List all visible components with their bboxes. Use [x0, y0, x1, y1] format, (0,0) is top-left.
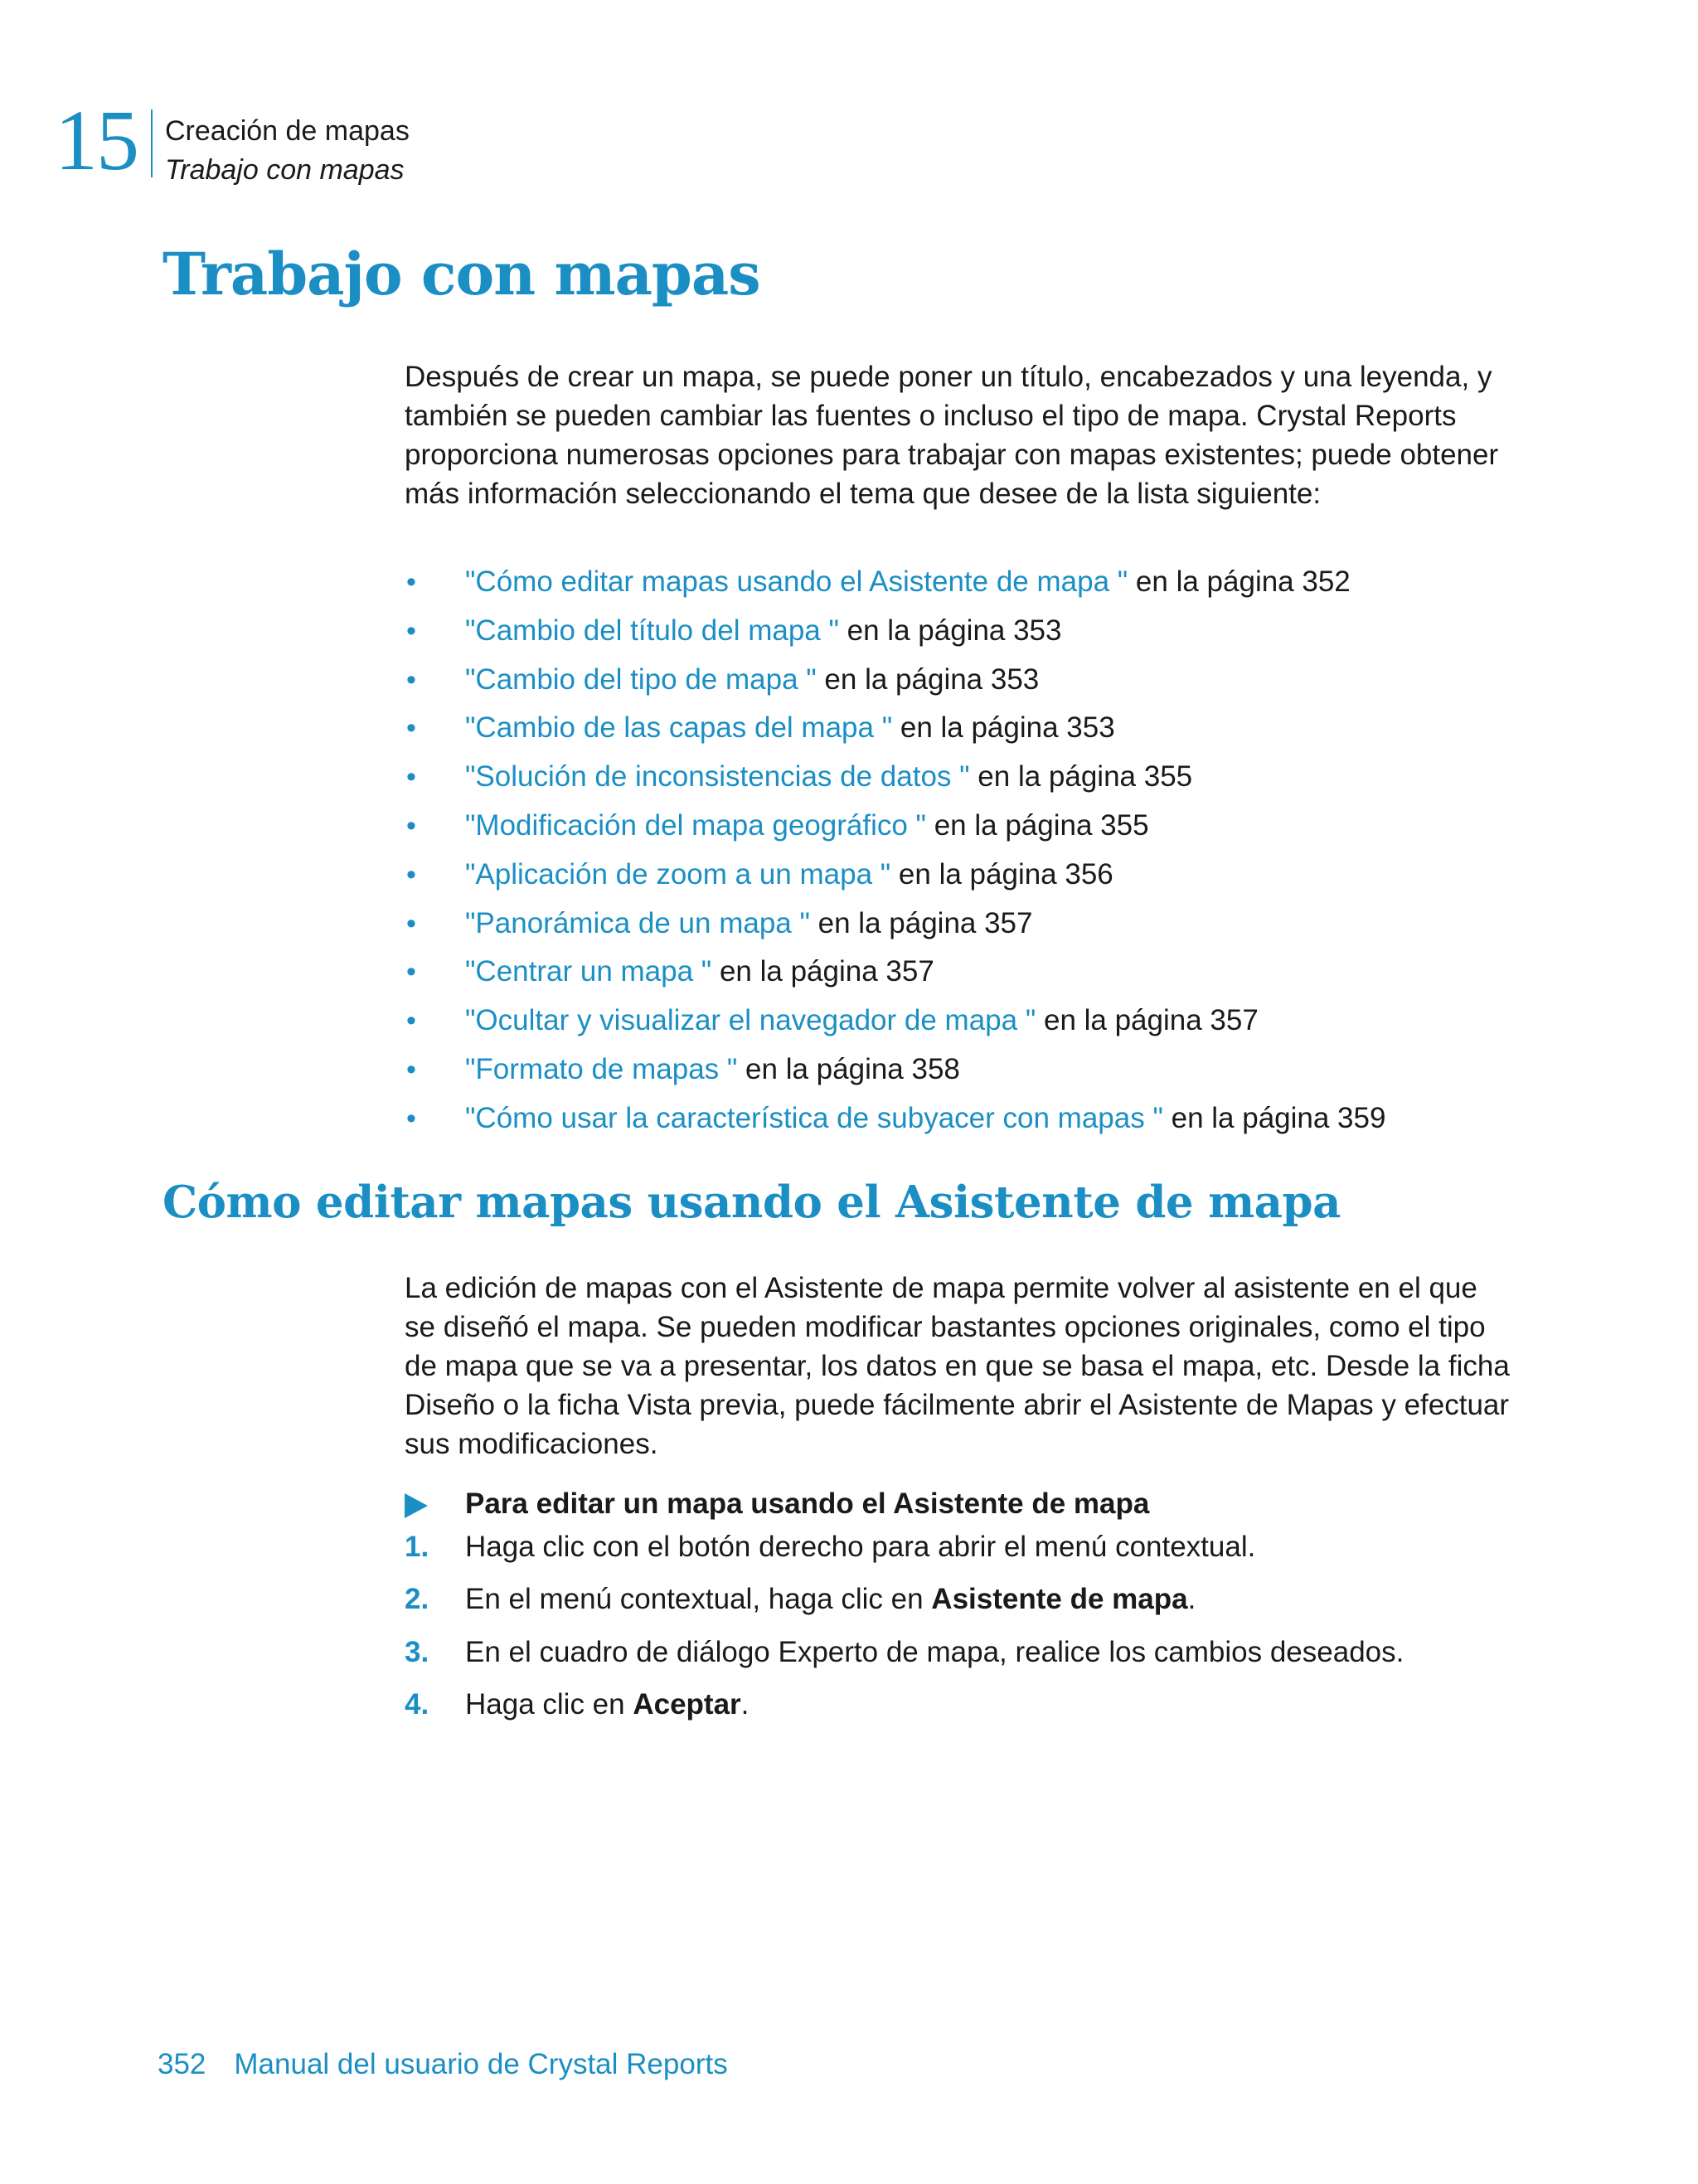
step-text-end: . — [740, 1687, 750, 1721]
step-number: 4. — [405, 1687, 429, 1721]
topic-link[interactable]: "Cambio del tipo de mapa " — [465, 662, 817, 696]
running-section-title: Trabajo con mapas — [165, 154, 405, 186]
procedure-heading — [405, 1484, 1149, 1524]
step-text: Haga clic con el botón derecho para abrir el menú contextual. — [465, 1531, 1256, 1563]
list-item — [405, 948, 1565, 997]
page-reference: en la página 355 — [969, 760, 1193, 794]
page-reference: en la página 353 — [892, 711, 1115, 745]
bullet-dot-icon: • — [406, 956, 416, 988]
triangle-arrow-icon — [405, 1493, 428, 1518]
list-item — [405, 900, 1565, 949]
list-item — [405, 851, 1565, 900]
step-text: Haga clic en — [465, 1687, 633, 1721]
topic-link[interactable]: "Modificación del mapa geográfico " — [465, 808, 926, 842]
bullet-dot-icon: • — [406, 1005, 416, 1037]
subsection-title: Cómo editar mapas usando el Asistente de mapa — [163, 1177, 1341, 1228]
page-number: 352 — [158, 2048, 206, 2080]
bullet-dot-icon: • — [406, 614, 416, 647]
list-item — [405, 753, 1565, 802]
list-item — [405, 558, 1565, 607]
intro-paragraph: Después de crear un mapa, se puede poner un título, encabezados y una leyenda, y también se pueden cambiar las fuentes o incluso el tipo de mapa. Crystal Reports proporciona numerosas opciones para trabajar con mapas existentes; puede obtener más información seleccionando el tema que desee de la lista siguiente: — [405, 361, 1499, 510]
step-bold-text: Aceptar — [633, 1687, 741, 1721]
page-reference: en la página 353 — [838, 614, 1062, 647]
topic-link-list — [405, 558, 1565, 1143]
page-reference: en la página 356 — [890, 857, 1113, 891]
step-number: 3. — [405, 1635, 429, 1668]
page-reference: en la página 357 — [1036, 1004, 1259, 1037]
topic-link[interactable]: "Cambio del título del mapa " — [465, 614, 839, 647]
bullet-dot-icon: • — [406, 566, 416, 598]
topic-link[interactable]: "Solución de inconsistencias de datos " — [465, 760, 970, 794]
topic-link[interactable]: "Cambio de las capas del mapa " — [465, 711, 893, 745]
topic-link[interactable]: "Panorámica de un mapa " — [465, 906, 810, 939]
bullet-dot-icon: • — [406, 907, 416, 939]
bullet-dot-icon: • — [406, 712, 416, 745]
page-reference: en la página 359 — [1162, 1101, 1386, 1134]
header-divider — [151, 109, 153, 177]
list-item — [405, 607, 1565, 656]
page-reference: en la página 352 — [1128, 565, 1351, 598]
bullet-dot-icon: • — [406, 809, 416, 842]
step-text: En el menú contextual, haga clic en — [465, 1583, 932, 1616]
topic-link[interactable]: "Cómo editar mapas usando el Asistente de mapa " — [465, 565, 1128, 598]
step-text: En el cuadro de diálogo Experto de mapa, realice los cambios deseados. — [465, 1635, 1404, 1668]
page-reference: en la página 355 — [925, 808, 1149, 842]
step-item — [405, 1526, 1565, 1579]
list-item — [405, 1046, 1565, 1094]
page-reference: en la página 357 — [809, 906, 1033, 939]
topic-link[interactable]: "Aplicación de zoom a un mapa " — [465, 857, 891, 891]
list-item — [405, 704, 1565, 753]
page-reference: en la página 353 — [816, 662, 1040, 696]
bullet-dot-icon: • — [406, 1102, 416, 1134]
procedure-title-text: Para editar un mapa usando el Asistente de mapa — [465, 1488, 1150, 1520]
list-item — [405, 1094, 1565, 1143]
bullet-dot-icon: • — [406, 761, 416, 794]
topic-link[interactable]: "Formato de mapas " — [465, 1052, 738, 1085]
step-item — [405, 1684, 1565, 1736]
step-item — [405, 1632, 1565, 1684]
step-number: 2. — [405, 1583, 429, 1616]
step-item — [405, 1579, 1565, 1631]
bullet-dot-icon: • — [406, 1053, 416, 1085]
list-item — [405, 802, 1565, 851]
topic-link[interactable]: "Centrar un mapa " — [465, 955, 712, 988]
topic-link[interactable]: "Ocultar y visualizar el navegador de mapa " — [465, 1004, 1036, 1037]
procedure-steps — [405, 1526, 1565, 1736]
page-reference: en la página 358 — [737, 1052, 960, 1085]
step-text-end: . — [1187, 1583, 1196, 1616]
topic-link[interactable]: "Cómo usar la característica de subyacer con mapas " — [465, 1101, 1163, 1134]
step-number: 1. — [405, 1531, 429, 1563]
subsection-paragraph: La edición de mapas con el Asistente de mapa permite volver al asistente en el que se diseñó el mapa. Se pueden modificar bastantes opciones originales, como el tipo de mapa que se va a presentar, los datos en que se basa el mapa, etc. Desde la ficha Diseño o la ficha Vista previa, puede fácilmente abrir el Asistente de Mapas y efectuar sus modificaciones. — [405, 1272, 1510, 1460]
chapter-title: Creación de mapas — [165, 115, 410, 147]
page-footer — [158, 2045, 728, 2085]
chapter-number: 15 — [55, 93, 138, 188]
page-reference: en la página 357 — [711, 955, 934, 988]
list-item — [405, 997, 1565, 1046]
section-title: Trabajo con mapas — [163, 240, 760, 308]
book-title: Manual del usuario de Crystal Reports — [234, 2048, 728, 2080]
bullet-dot-icon: • — [406, 858, 416, 891]
bullet-dot-icon: • — [406, 663, 416, 696]
list-item — [405, 656, 1565, 705]
step-bold-text: Asistente de mapa — [931, 1583, 1188, 1616]
